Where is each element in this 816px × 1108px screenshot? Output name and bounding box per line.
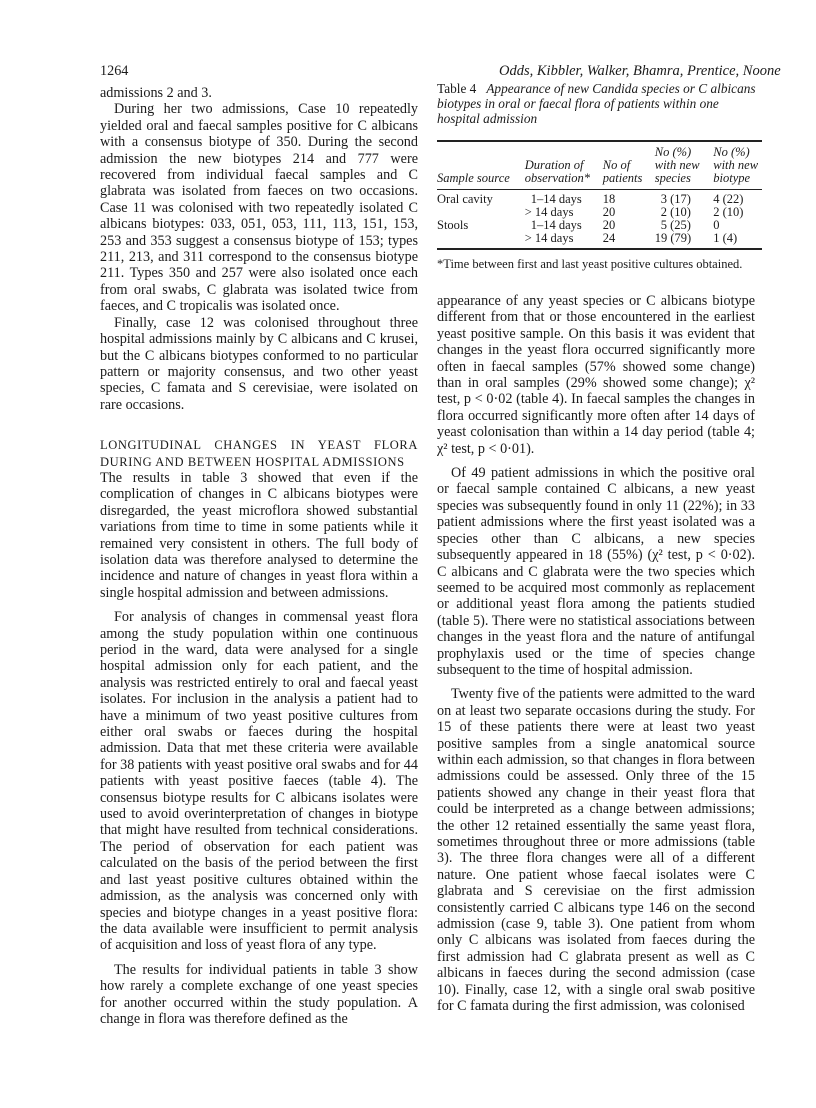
cell: 24: [602, 231, 616, 245]
paragraph: admissions 2 and 3.: [100, 85, 212, 101]
cell: 4 (22): [713, 192, 744, 206]
table-title: Appearance of new Candida species or C albicans biotypes in oral or faecal flora of patients within one hospital admission: [437, 81, 756, 126]
paragraph: Of 49 patient admissions in which the positive oral or faecal sample contained C albicans, a new yeast species was subsequently found in only 11 (22%); in 33 patient admissions where the first yeast isolated was a species other than C albicans, a new species subsequently appeared in 18 (55%) (χ² test, p < 0·02). C albicans and C glabrata were the two species which seemed to be acquired most commonly as replacement or additional yeast flora among the patients studied (table 5). There were no statistical associations between changes in the yeast flora and the nature of antifungal prophylaxis used or the time of species change subsequent to the time of hospital admission.: [437, 465, 755, 678]
left-column: [100, 85, 418, 1027]
paragraph: The results in table 3 showed that even if the complication of changes in C albicans biotypes were disregarded, the yeast microflora showed substantial variations from time to time in some patients while it remained very consistent in others. The full body of isolation data was therefore analysed to determine the incidence and nature of changes in yeast flora within a single hospital admission and between admissions.: [100, 469, 418, 601]
cell: > 14 days: [524, 231, 574, 245]
paragraph: For analysis of changes in commensal yeast flora among the study population within one continuous period in the ward, data were analysed for a single hospital admission only for each patient, and the analysis was restricted entirely to oral and faecal yeast isolates. For inclusion in the analysis a patient had to have a minimum of two yeast positive cultures from either oral swabs or faeces during the hospital admission. Data that met these criteria were available for 38 patients with yeast positive oral swabs and for 44 patients with yeast positive faeces (table 4). The consensus biotype results for C albicans isolates were used to avoid overinterpretation of changes in biotype that might have resulted from technical considerations. The period of observation for each patient was calculated on the basis of the period between the first and last yeast positive cultures obtained within the admission, as the analysis was concerned only with species and biotype changes in a yeast positive flora: the data available were insufficient to permit analysis of acquisition and loss of yeast flora of any type.: [100, 609, 418, 954]
column-header: Sample source: [437, 171, 510, 185]
cell: 2 (10): [660, 205, 691, 219]
cell: 20: [602, 218, 616, 232]
cell: 19 (79): [654, 231, 692, 245]
table-row: [437, 190, 762, 207]
running-head-authors: Odds, Kibbler, Walker, Bhamra, Prentice, Noone: [499, 63, 781, 79]
cell: 1–14 days: [530, 218, 582, 232]
section-heading: LONGITUDINAL CHANGES IN YEAST FLORA DURING AND BETWEEN HOSPITAL ADMISSIONS: [100, 438, 418, 469]
data-table: [437, 140, 762, 250]
paragraph: Finally, case 12 was colonised throughout three hospital admissions mainly by C albicans and C krusei, but the C albicans biotypes conformed to no particular pattern or majority consensus, and two other yeast species, C famata and S cerevisiae, were isolated on rare occasions.: [100, 314, 418, 413]
table-caption: [437, 81, 762, 126]
paragraph: appearance of any yeast species or C albicans biotype different from that or those encountered in the earliest yeast positive sample. On this basis it was evident that changes in the yeast flora occurred significantly more often in faecal samples (57% showed some change) than in oral samples (29% showed some change); χ² test, p < 0·02 (table 4). In faecal samples the changes in flora occurred significantly more often after 14 days of yeast colonisation than within a 14 day period (table 4; χ² test, p < 0·01).: [437, 293, 755, 457]
cell: 18: [602, 192, 616, 206]
table-row: [437, 232, 762, 249]
cell: 1–14 days: [530, 192, 582, 206]
cell: 0: [713, 218, 720, 232]
column-header: No (%) with new species: [654, 145, 700, 185]
cell: [437, 232, 525, 249]
column-header: No of patients: [602, 158, 643, 185]
table-4: [437, 81, 762, 272]
cell: 2 (10): [713, 205, 744, 219]
cell: 1 (4): [713, 231, 738, 245]
table-footnote: *Time between first and last yeast positive cultures obtained.: [437, 257, 743, 271]
paragraph: The results for individual patients in table 3 show how rarely a complete exchange of one yeast species for another occurred within the study population. A change in flora was therefore defined as the: [100, 961, 418, 1027]
cell: Stools: [437, 218, 469, 232]
cell: 3 (17): [660, 192, 691, 206]
table-label: Table 4: [437, 81, 477, 96]
cell: 20: [602, 205, 616, 219]
paragraph: During her two admissions, Case 10 repeatedly yielded oral and faecal samples positive for C albicans with a consensus biotype of 350. During the second admission the new biotypes 214 and 777 were recovered from individual faecal samples and C glabrata was isolated from faeces on two occasions. Case 11 was colonised with two repeatedly isolated C albicans biotypes: 033, 051, 053, 111, 113, 151, 153, 253 and 353 suggest a consensus biotype of 153; types 211, 213, and 311 correspond to the consensus biotype 211. Types 350 and 257 were also isolated once each from oral swabs, C glabrata was isolated twice from faeces, and C tropicalis was isolated once.: [100, 101, 418, 315]
right-column: [437, 293, 755, 1014]
cell: Oral cavity: [437, 192, 493, 206]
cell: 5 (25): [660, 218, 691, 232]
column-header: No (%) with new biotype: [713, 145, 759, 185]
page-number: 1264: [100, 63, 129, 79]
cell: > 14 days: [524, 205, 574, 219]
column-header: Duration of observation*: [524, 158, 591, 185]
paragraph: Twenty five of the patients were admitted to the ward on at least two separate occasions during the study. For 15 of these patients there were at least two yeast positive samples from a single anatomical source within each admission, so that changes in flora between admissions could be assessed. Only three of the 15 patients showed any change in their yeast flora that could be interpreted as a change between admissions; the other 12 retained essentially the same yeast flora, sometimes throughout three or more admissions (table 3). The three flora changes were all of a different nature. One patient whose faecal isolates were C glabrata and S cerevisiae on the first admission consistently carried C albicans type 146 on the second admission (case 9, table 3). One patient from whom only C albicans was isolated from faeces during the first admission had C glabrata present as well as C albicans in faeces during the second admission (case 10). Finally, case 12, with a single oral swab positive for C famata during the first admission, was colonised: [437, 686, 755, 1015]
